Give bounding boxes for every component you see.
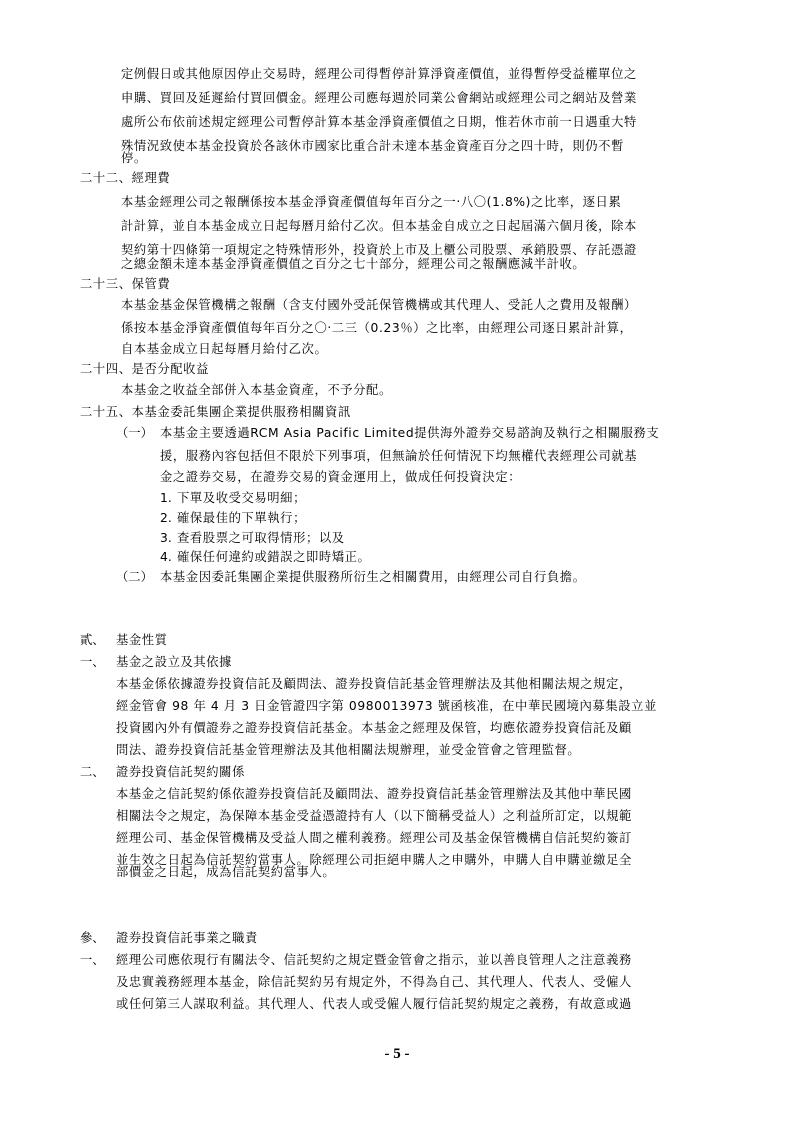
text-line: 本基金主要透過RCM Asia Pacific Limited提供海外證券交易諮詢及執行之相關服務支 xyxy=(160,426,660,440)
section-title: 證券投資信託契約關係 xyxy=(116,765,245,779)
text-line: 經理公司、基金保管機構及受益人間之權利義務。經理公司及基金保管機構自信託契約簽訂 xyxy=(116,831,632,845)
section-heading: 二十四、是否分配收益 xyxy=(80,362,209,376)
text-line: 投資國內外有價證券之證券投資信託基金。本基金之經理及保管，均應依證券投資信託及顧 xyxy=(116,721,632,735)
text-line: 計計算，並自本基金成立日起每曆月給付乙次。但本基金自成立之日起屆滿六個月後，除本 xyxy=(121,219,637,233)
section-number: 一、 xyxy=(80,953,105,967)
chapter-number: 貳、 xyxy=(80,633,105,647)
text-line: 經金管會 98 年 4 月 3 日金管證四字第 0980013973 號函核准，在中華民國境內募集設立並 xyxy=(116,699,657,713)
section-heading: 二十二、經理費 xyxy=(80,171,171,185)
text-line: 殊情況致使本基金投資於各該休市國家比重合計未達本基金資產百分之四十時，則仍不暫 xyxy=(121,139,624,153)
text-line: 本基金之收益全部併入本基金資產，不予分配。 xyxy=(121,383,392,397)
text-line: 並生效之日起為信託契約當事人。除經理公司拒絕申購人之申購外，申購人自申購並繳足全 xyxy=(116,853,632,867)
text-line: 經理公司應依現行有關法令、信託契約之規定暨金管會之指示，並以善良管理人之注意義務 xyxy=(116,953,632,967)
text-line: 處所公布依前述規定經理公司暫停計算本基金淨資產價值之日期，惟若休市前一日遇重大特 xyxy=(121,115,637,129)
list-number: 3. xyxy=(160,531,172,545)
list-item: 查看股票之可取得情形；以及 xyxy=(177,531,345,545)
text-line: 本基金係依據證券投資信託及顧問法、證券投資信託基金管理辦法及其他相關法規之規定， xyxy=(116,677,632,691)
list-number: 2. xyxy=(160,511,172,525)
text-line: 部價金之日起，成為信託契約當事人。 xyxy=(116,865,336,879)
text-line: 金之證券交易，在證券交易的資金運用上，做成任何投資決定： xyxy=(160,470,522,484)
text-line: 援，服務內容包括但不限於下列事項，但無論於任何情況下均無權代表經理公司就基 xyxy=(160,449,638,463)
list-item: 確保最佳的下單執行； xyxy=(177,511,306,525)
section-number: 二、 xyxy=(80,765,105,779)
list-number: 4. xyxy=(160,550,172,564)
list-item: 確保任何違約或錯誤之即時矯正。 xyxy=(177,550,371,564)
section-title: 基金之設立及其依據 xyxy=(116,655,233,669)
text-line: 自本基金成立日起每曆月給付乙次。 xyxy=(121,342,328,356)
page-number: - 5 - xyxy=(384,1046,410,1062)
text-line: 本基金之信託契約係依證券投資信託及顧問法、證券投資信託基金管理辦法及其他中華民國 xyxy=(116,787,632,801)
text-line: 申購、買回及延遲給付買回價金。經理公司應每週於同業公會網站或經理公司之網站及營業 xyxy=(121,91,637,105)
text-line: 係按本基金淨資產價值每年百分之〇‧二三（0.23％）之比率，由經理公司逐日累計計算， xyxy=(121,321,633,335)
list-item: 下單及收受交易明細； xyxy=(177,491,306,505)
text-line: 問法、證券投資信託基金管理辦法及其他相關法規辦理，並受金管會之管理監督。 xyxy=(116,743,581,757)
text-line: 本基金因委託集團企業提供服務所衍生之相關費用，由經理公司自行負擔。 xyxy=(160,570,586,584)
list-number: 1. xyxy=(160,491,172,505)
list-label: （二） xyxy=(116,570,153,584)
text-line: 停。 xyxy=(121,151,147,165)
chapter-number: 參、 xyxy=(80,931,105,945)
list-label: （一） xyxy=(116,426,153,440)
text-line: 之總金額未達本基金淨資產價值之百分之七十部分，經理公司之報酬應減半計收。 xyxy=(121,257,586,271)
text-line: 本基金基金保管機構之報酬（含支付國外受託保管機構或其代理人、受託人之費用及報酬） xyxy=(121,298,637,312)
section-heading: 二十三、保管費 xyxy=(80,277,171,291)
section-number: 一、 xyxy=(80,655,105,669)
chapter-title: 證券投資信託事業之職責 xyxy=(116,931,258,945)
chapter-title: 基金性質 xyxy=(116,633,168,647)
text-line: 定例假日或其他原因停止交易時，經理公司得暫停計算淨資產價值，並得暫停受益權單位之 xyxy=(121,67,637,81)
text-line: 及忠實義務經理本基金，除信託契約另有規定外，不得為自己、其代理人、代表人、受僱人 xyxy=(116,975,632,989)
text-line: 或任何第三人謀取利益。其代理人、代表人或受僱人履行信託契約規定之義務，有故意或過 xyxy=(116,997,632,1011)
text-line: 相關法令之規定，為保障本基金受益憑證持有人（以下簡稱受益人）之利益所訂定，以規範 xyxy=(116,809,632,823)
text-line: 本基金經理公司之報酬係按本基金淨資產價值每年百分之一‧八〇(1.8%)之比率，逐日累 xyxy=(121,195,622,209)
text-line: 契約第十四條第一項規定之特殊情形外，投資於上市及上櫃公司股票、承銷股票、存託憑證 xyxy=(121,243,637,257)
section-heading: 二十五、本基金委託集團企業提供服務相關資訊 xyxy=(80,405,351,419)
